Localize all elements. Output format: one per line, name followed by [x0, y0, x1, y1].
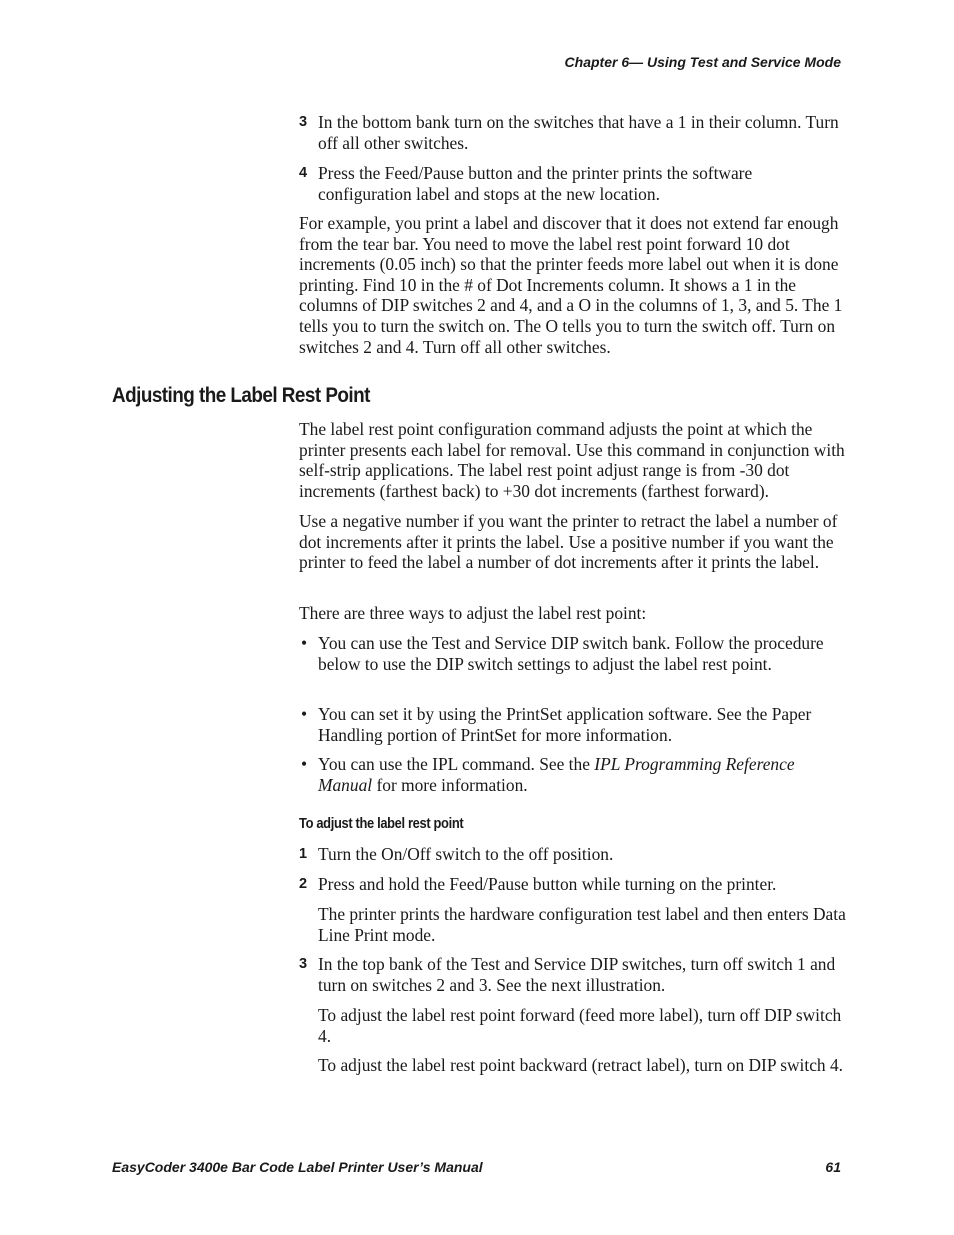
body-paragraph: There are three ways to adjust the label rest point: — [299, 603, 647, 623]
step-number: 3 — [299, 956, 308, 972]
step-text: Turn the On/Off switch to the off position. — [318, 844, 614, 864]
example-paragraph: For example, you print a label and discover that it does not extend far enough from the tear bar. You need to move the label rest point forward 10 dot increments (0.05 inch) so that the printer feeds more label out when it is done printing. Find 10 in the # of Dot Increments column. It shows a 1 in the columns of DIP switches 2 and 4, and a O in the columns of 1, 3, and 5. The 1 tells you to turn the switch on. The O tells you to turn the switch off. Turn on switches 2 and 4. Turn off all other switches. — [299, 213, 843, 357]
step-number: 4 — [299, 165, 308, 181]
bullet-marker: • — [301, 754, 308, 774]
step-item — [299, 954, 847, 995]
procedure-heading: To adjust the label rest point — [299, 815, 464, 832]
step-note: To adjust the label rest point forward (feed more label), turn off DIP switch 4. — [318, 1005, 842, 1046]
bullet-item — [299, 754, 847, 795]
step-text: Press and hold the Feed/Pause button while turning on the printer. — [318, 874, 777, 894]
bullet-item — [299, 704, 847, 745]
footer-title: EasyCoder 3400e Bar Code Label Printer User’s Manual — [112, 1159, 483, 1175]
bullet-marker: • — [301, 633, 308, 653]
body-paragraph: Use a negative number if you want the printer to retract the label a number of dot increments after it prints the label. Use a positive number if you want the printer to feed the label a number of dot increments after it prints the label. — [299, 511, 838, 573]
step-item — [299, 844, 847, 865]
step-item — [299, 163, 847, 204]
bullet-text-before: You can use the IPL command. See the — [318, 754, 595, 774]
running-head: Chapter 6— Using Test and Service Mode — [564, 54, 841, 70]
bullet-text: You can use the Test and Service DIP switch bank. Follow the procedure below to use the DIP switch settings to adjust the label rest point. — [318, 633, 824, 674]
bullet-text-after: for more information. — [372, 774, 528, 795]
body-paragraph: The label rest point configuration command adjusts the point at which the printer presents each label for removal. Use this command in conjunction with self-strip applications. The label rest point adjust range is from -30 dot increments (farthest back) to +30 dot increments (farthest forward). — [299, 419, 845, 501]
manual-reference: IPL Programming Reference Manual — [318, 754, 795, 795]
step-number: 3 — [299, 114, 308, 130]
step-number: 1 — [299, 846, 308, 862]
step-number: 2 — [299, 876, 308, 892]
section-heading: Adjusting the Label Rest Point — [112, 384, 370, 407]
bullet-text: You can set it by using the PrintSet application software. See the Paper Handling portion of PrintSet for more information. — [318, 704, 812, 745]
bullet-item — [299, 633, 847, 674]
step-text: Press the Feed/Pause button and the printer prints the software configuration label and stops at the new location. — [318, 163, 753, 204]
step-item — [299, 112, 847, 153]
step-note: To adjust the label rest point backward (retract label), turn on DIP switch 4. — [318, 1055, 844, 1075]
page-number: 61 — [825, 1159, 841, 1175]
step-item — [299, 874, 847, 895]
step-text: In the bottom bank turn on the switches that have a 1 in their column. Turn off all other switches. — [318, 112, 839, 153]
bullet-text — [318, 754, 847, 795]
bullet-marker: • — [301, 704, 308, 724]
step-note: The printer prints the hardware configuration test label and then enters Data Line Print mode. — [318, 904, 846, 945]
step-text: In the top bank of the Test and Service DIP switches, turn off switch 1 and turn on switches 2 and 3. See the next illustration. — [318, 954, 836, 995]
